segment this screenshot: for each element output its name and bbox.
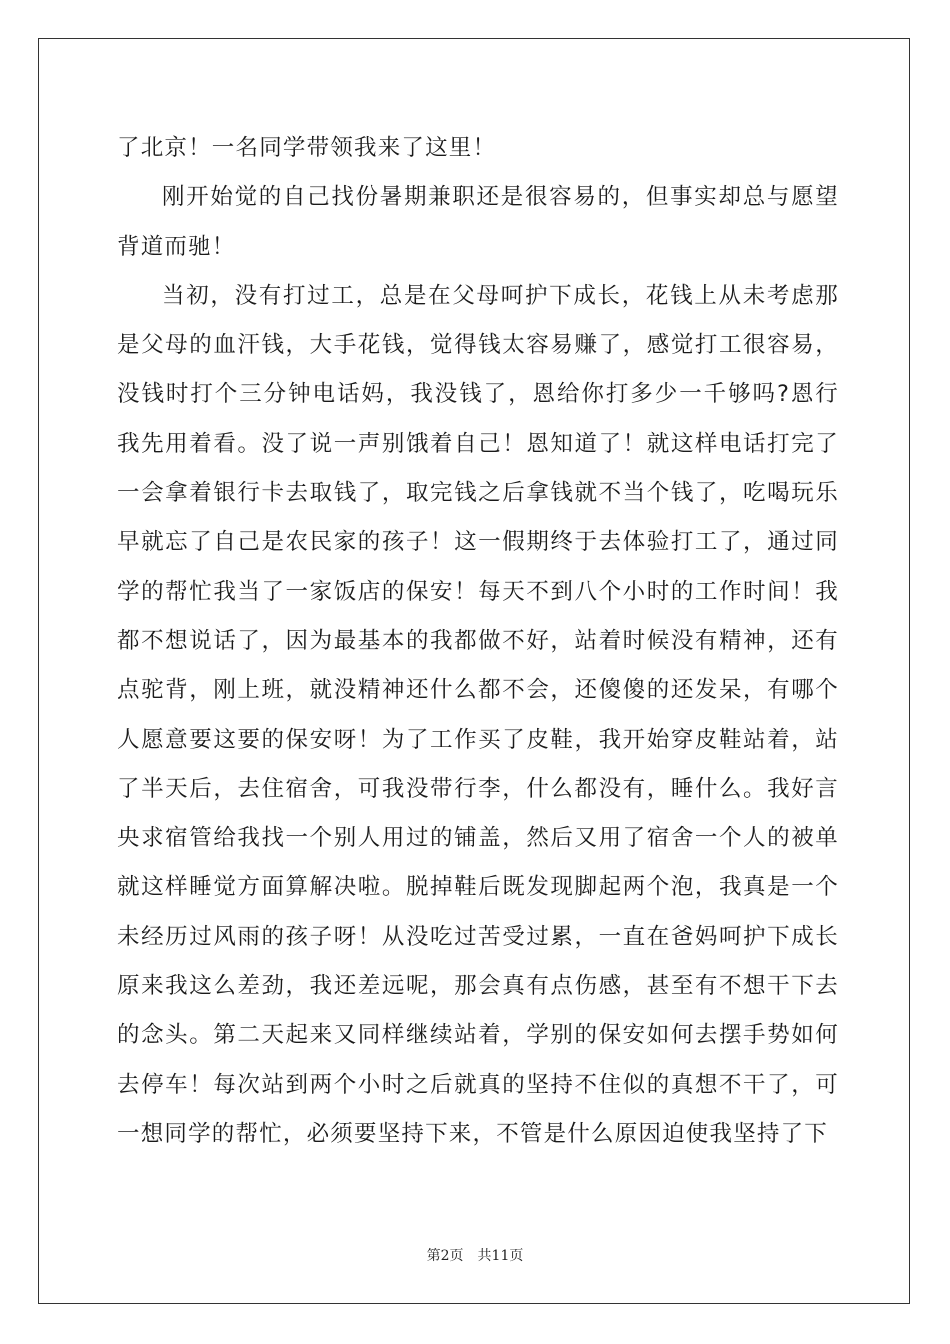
paragraph-expectation: 刚开始觉的自己找份暑期兼职还是很容易的，但事实却总与愿望背道而驰！ [117, 184, 839, 260]
paragraph-continuation: 了北京！一名同学带领我来了这里！ [117, 135, 497, 161]
paragraph-experience: 当初，没有打过工，总是在父母呵护下成长，花钱上从未考虑那是父母的血汗钱，大手花钱，觉得钱太容易赚了，感觉打工很容易，没钱时打个三分钟电话妈，我没钱了，恩给你打多少一千够吗?恩行我先用着看。没了说一声别饿着自己！恩知道了！就这样电话打完了一会拿着银行卡去取钱了，取完钱之后拿钱就不当个钱了，吃喝玩乐早就忘了自己是农民家的孩子！这一假期终于去体验打工了，通过同学的帮忙我当了一家饭店的保安！每天不到八个小时的工作时间！我都不想说话了，因为最基本的我都做不好，站着时候没有精神，还有点驼背，刚上班，就没精神还什么都不会，还傻傻的还发呆，有哪个人愿意要这要的保安呀！为了工作买了皮鞋，我开始穿皮鞋站着，站了半天后，去住宿舍，可我没带行李，什么都没有，睡什么。我好言央求宿管给我找一个别人用过的铺盖，然后又用了宿舍一个人的被单就这样睡觉方面算解决啦。脱掉鞋后既发现脚起两个泡，我真是一个未经历过风雨的孩子呀！从没吃过苦受过累，一直在爸妈呵护下成长原来我这么差劲，我还差远呢，那会真有点伤感，甚至有不想干下去的念头。第二天起来又同样继续站着，学别的保安如何去摆手势如何去停车！每次站到两个小时之后就真的坚持不住似的真想不干了，可一想同学的帮忙，必须要坚持下来，不管是什么原因迫使我坚持了下 [117, 282, 839, 1147]
document-body [117, 124, 839, 1159]
page-number-footer: 第2页 共11页 [426, 1248, 524, 1264]
